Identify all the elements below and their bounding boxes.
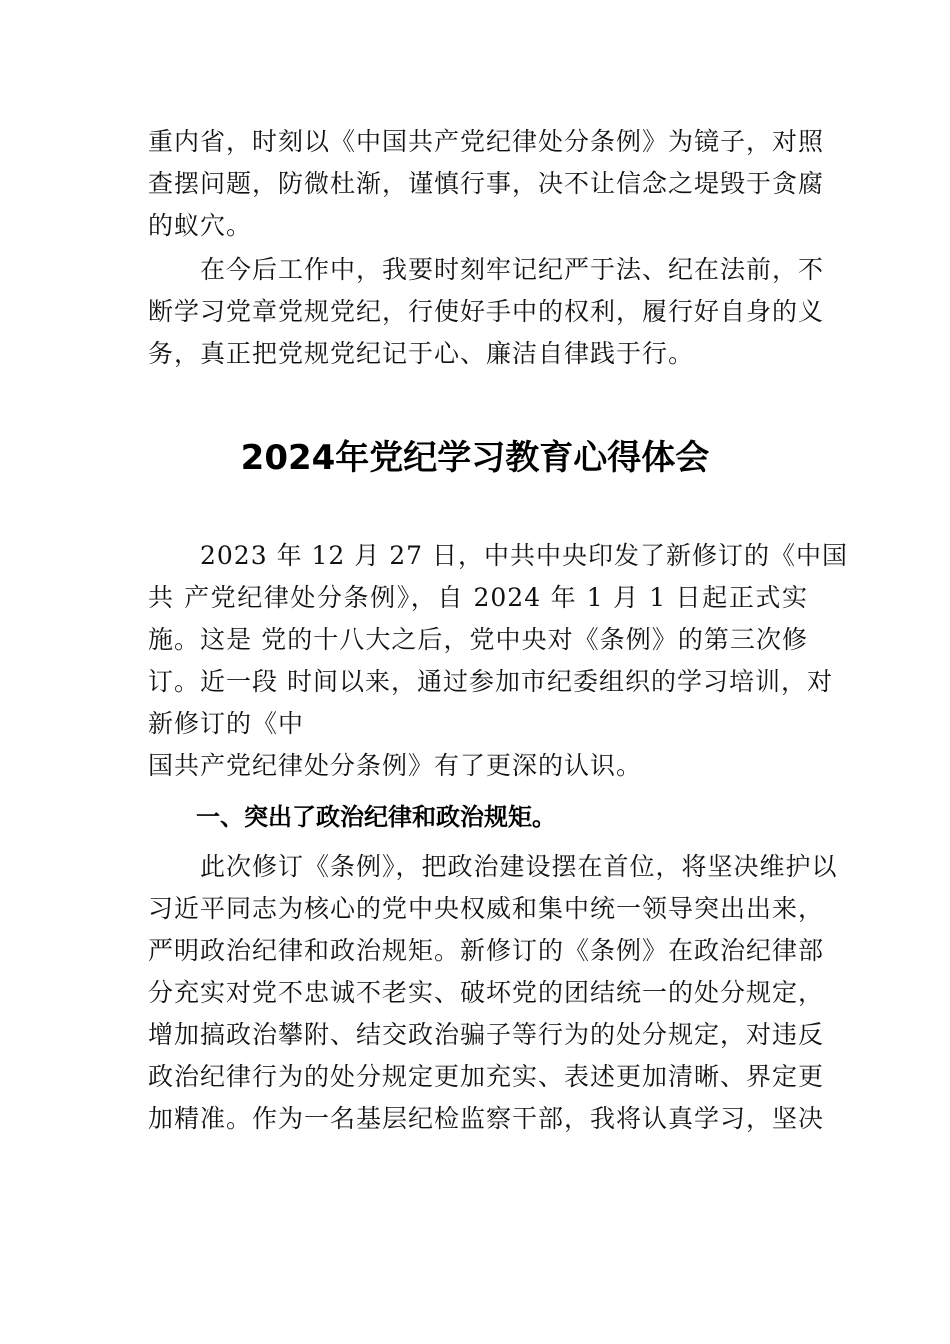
document-title: 2024年党纪学习教育心得体会	[240, 438, 710, 478]
paragraph-line: 在今后工作中，我要时刻牢记纪严于法、纪在法前，不	[200, 255, 825, 284]
paragraph-line: 施。这是 党的十八大之后，党中央对《条例》的第三次修	[148, 625, 808, 654]
paragraph-line: 习近平同志为核心的党中央权威和集中统一领导突出出来，	[148, 894, 825, 923]
paragraph-line: 断学习党章党规党纪，行使好手中的权利，履行好自身的义	[148, 297, 825, 326]
section-heading: 一、突出了政治纪律和政治规矩。	[196, 803, 556, 831]
paragraph-line: 此次修订《条例》，把政治建设摆在首位，将坚决维护以	[200, 852, 838, 881]
paragraph-line: 订。近一段 时间以来，通过参加市纪委组织的学习培训，对	[148, 667, 833, 696]
paragraph-line: 严明政治纪律和政治规矩。新修订的《条例》在政治纪律部	[148, 936, 825, 965]
paragraph-line: 2023 年 12 月 27 日，中共中央印发了新修订的《中国	[200, 541, 848, 570]
future-work-paragraph	[148, 249, 825, 375]
paragraph-line: 增加搞政治攀附、结交政治骗子等行为的处分规定，对违反	[148, 1020, 825, 1049]
paragraph-line: 加精准。作为一名基层纪检监察干部，我将认真学习，坚决	[148, 1104, 825, 1133]
paragraph-line: 新修订的《中	[148, 709, 305, 738]
continuation-paragraph	[148, 121, 825, 247]
paragraph-line: 共 产党纪律处分条例》，自 2024 年 1 月 1 日起正式实	[148, 583, 808, 612]
paragraph-line: 务，真正把党规党纪记于心、廉洁自律践于行。	[148, 339, 695, 368]
paragraph-line: 的蚁穴。	[148, 211, 253, 240]
paragraph-line: 政治纪律行为的处分规定更加充实、表述更加清晰、界定更	[148, 1062, 825, 1091]
paragraph-line: 分充实对党不忠诚不老实、破坏党的团结统一的处分规定，	[148, 978, 825, 1007]
paragraph-line: 重内省，时刻以《中国共产党纪律处分条例》为镜子，对照	[148, 127, 825, 156]
revision-paragraph	[148, 846, 838, 1140]
paragraph-line: 国共产党纪律处分条例》有了更深的认识。	[148, 751, 643, 780]
intro-paragraph	[148, 535, 848, 787]
paragraph-line: 查摆问题，防微杜渐，谨慎行事，决不让信念之堤毁于贪腐	[148, 169, 825, 198]
